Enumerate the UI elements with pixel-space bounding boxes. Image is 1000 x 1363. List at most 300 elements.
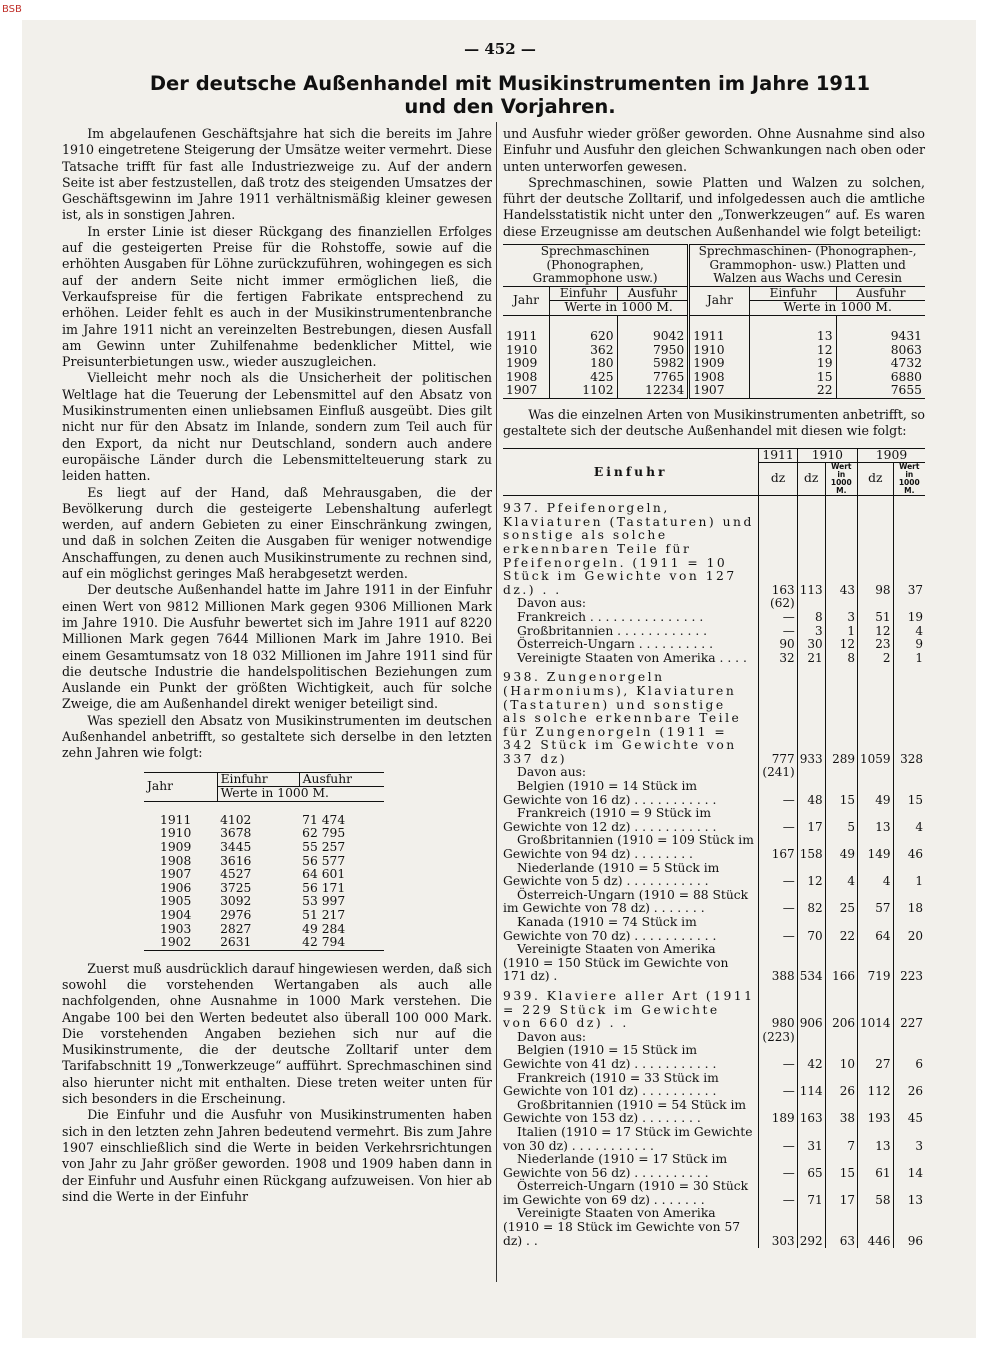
value-cell: 1014 xyxy=(858,984,894,1031)
row-label: Österreich-Ungarn (1910 = 88 Stück im Gewichte von 78 dz) . . . . . . . xyxy=(503,887,749,916)
paragraph: Was die einzelnen Arten von Musikinstrumenten anbetrifft, so gestaltete sich der deutsche Außenhandel mit diesen wie folgt: xyxy=(503,407,925,439)
value-cell: 8063 xyxy=(890,342,922,357)
year-cell: 1911 xyxy=(689,316,750,344)
value-cell: 719 xyxy=(858,943,894,984)
table-row xyxy=(503,344,925,358)
table-row xyxy=(144,855,384,869)
value-cell: 328 xyxy=(893,665,925,766)
tariff-heading xyxy=(503,496,759,598)
table-row xyxy=(503,611,925,625)
value-cell: 71 xyxy=(797,1180,825,1207)
value-cell: 227 xyxy=(893,984,925,1031)
value-cell: 15 xyxy=(825,1153,857,1180)
country-cell xyxy=(503,652,759,666)
row-label: Vereinigte Staaten von Amerika . . . . xyxy=(517,650,747,665)
value-cell: 2 xyxy=(858,652,894,666)
country-cell xyxy=(503,1153,759,1180)
value-cell: 17 xyxy=(797,807,825,834)
year-cell: 1902 xyxy=(144,936,217,950)
value-cell xyxy=(858,597,894,611)
year-cell: 1908 xyxy=(689,371,750,385)
sm-header-ausfuhr-2: Ausfuhr xyxy=(836,286,925,301)
library-stamp: BSB xyxy=(2,4,22,15)
value-cell: 8 xyxy=(797,611,825,625)
value-cell: 446 xyxy=(858,1207,894,1248)
table-row xyxy=(503,597,925,611)
value-cell: 10 xyxy=(825,1044,857,1071)
paragraph: und Ausfuhr wieder größer geworden. Ohne Ausnahme sind also Einfuhr und Ausfuhr den gleichen Schwankungen nach oben oder unten unterworfen gewesen. xyxy=(503,126,925,174)
year-cell: 1910 xyxy=(503,344,550,358)
einfuhr-cell: 3616 xyxy=(220,853,252,868)
value-cell: 163 xyxy=(759,496,797,598)
country-cell xyxy=(503,1099,759,1126)
value-cell: 166 xyxy=(825,943,857,984)
ausfuhr-cell: 71 474 xyxy=(302,812,346,827)
country-cell xyxy=(503,780,759,807)
country-cell xyxy=(503,1031,759,1045)
table-row xyxy=(503,943,925,984)
col-header-jahr: Jahr xyxy=(144,772,217,801)
row-label: Italien (1910 = 17 Stück im Gewichte von 30 dz) . . . . . . . . . . . xyxy=(503,1124,753,1153)
row-label: Davon aus: xyxy=(517,765,587,780)
row-label: Niederlande (1910 = 17 Stück im Gewichte von 56 dz) . . . . . . . . . . xyxy=(503,1152,728,1180)
value-cell: 425 xyxy=(550,371,618,385)
table-row xyxy=(144,923,384,937)
table-row xyxy=(503,371,925,385)
year-cell: 1904 xyxy=(160,907,192,922)
value-cell xyxy=(797,1031,825,1045)
paragraph: Was speziell den Absatz von Musikinstrumenten im deutschen Außenhandel anbetrifft, so gestaltete sich derselbe in den letzten zehn Jahren wie folgt: xyxy=(62,712,492,761)
table-row xyxy=(144,827,384,841)
table-row xyxy=(144,801,384,827)
table-row xyxy=(503,807,925,834)
sm-header-werte: Werte in 1000 M. xyxy=(550,301,689,316)
ausfuhr-cell: 56 171 xyxy=(302,880,346,895)
value-cell: 14 xyxy=(893,1153,925,1180)
value-cell xyxy=(797,766,825,780)
table-row xyxy=(503,652,925,666)
value-cell xyxy=(893,766,925,780)
value-cell: 9431 xyxy=(890,329,922,344)
value-cell: — xyxy=(759,625,797,639)
country-cell xyxy=(503,1044,759,1071)
table-row xyxy=(503,889,925,916)
value-cell: 21 xyxy=(797,652,825,666)
value-cell: 167 xyxy=(759,834,797,861)
title-line-1: Der deutsche Außenhandel mit Musikinstrumenten im Jahre 1911 xyxy=(149,72,871,95)
value-cell: 113 xyxy=(797,496,825,598)
year-cell: 1907 xyxy=(689,384,750,398)
column-divider xyxy=(496,122,497,1282)
value-cell: 5982 xyxy=(617,357,689,371)
sprechmaschinen-table-body xyxy=(503,316,925,399)
row-label: Davon aus: xyxy=(517,1029,587,1044)
table-row xyxy=(144,868,384,882)
year-cell: 1908 xyxy=(160,853,192,868)
value-cell: 388 xyxy=(759,943,797,984)
table-row xyxy=(503,834,925,861)
country-cell xyxy=(503,943,759,984)
value-cell xyxy=(893,1031,925,1045)
col-header-ausfuhr: Ausfuhr xyxy=(299,772,384,787)
value-cell xyxy=(825,1031,857,1045)
table-row xyxy=(144,936,384,950)
year-cell: 1911 xyxy=(503,316,550,344)
table-row xyxy=(144,882,384,896)
table-row xyxy=(503,916,925,943)
value-cell xyxy=(825,597,857,611)
country-cell xyxy=(503,1180,759,1207)
table-row xyxy=(503,1207,925,1248)
value-cell: 12 xyxy=(797,862,825,889)
row-label: Belgien (1910 = 14 Stück im Gewichte von 16 dz) . . . . . . . . . . . xyxy=(503,779,717,807)
value-cell: 22 xyxy=(825,916,857,943)
value-cell: 933 xyxy=(797,665,825,766)
value-cell: 46 xyxy=(893,834,925,861)
country-cell xyxy=(503,862,759,889)
value-cell: 1 xyxy=(893,862,925,889)
value-cell: 31 xyxy=(797,1126,825,1153)
ten-year-table-body xyxy=(144,801,384,950)
tariff-heading xyxy=(503,665,759,766)
value-cell: 12234 xyxy=(617,384,689,398)
paragraph: Vielleicht mehr noch als die Unsicherheit der politischen Weltlage hat die Teuerung der Lebensmittel auf den Absatz von Musikinstrumenten einen unliebsamen Einfluß ausgeübt. Dies gilt nicht nur für den Absatz im Inlande, sondern zum Teil auch für den Export, da nicht nur Deutschland, sondern auch andere europäische Länder durch die Lebensmittelteuerung stark zu leiden hatten. xyxy=(62,370,492,484)
country-cell xyxy=(503,638,759,652)
article-title xyxy=(110,72,910,118)
row-label: Großbritannien (1910 = 54 Stück im Gewichte von 153 dz) . . . . . . . . xyxy=(503,1097,747,1126)
year-cell: 1906 xyxy=(160,880,192,895)
right-column xyxy=(503,126,925,1248)
table-row xyxy=(503,984,925,1031)
sm-header-jahr-2: Jahr xyxy=(689,286,750,315)
value-cell: 292 xyxy=(797,1207,825,1248)
value-cell: 303 xyxy=(759,1207,797,1248)
value-cell: 8 xyxy=(825,652,857,666)
value-cell: — xyxy=(759,1126,797,1153)
value-cell: 193 xyxy=(858,1099,894,1126)
einfuhr-cell: 3678 xyxy=(220,826,252,841)
value-cell: 48 xyxy=(797,780,825,807)
year-cell: 1911 xyxy=(160,812,192,827)
value-cell: — xyxy=(759,1180,797,1207)
value-cell: 26 xyxy=(825,1072,857,1099)
value-cell: 25 xyxy=(825,889,857,916)
paragraph: Der deutsche Außenhandel hatte im Jahre 1911 in der Einfuhr einen Wert von 9812 Millionen Mark gegen 9306 Millionen Mark im Jahre 1910. Die Ausfuhr bewertet sich im Jahre 1911 auf 8220 Millionen Mark gegen 7644 Millionen Mark im Jahre 1910. Bei einem Gesamtumsatz von 18 032 Millionen im Jahre 1911 sind für die deutsche Industrie die handelspolitischen Beziehungen zum Auslande ein Punkt der größten Wichtigkeit, auch für solche Zweige, die am Außenhandel direkt weniger beteiligt sind. xyxy=(62,582,492,712)
value-cell: — xyxy=(759,780,797,807)
value-cell xyxy=(858,766,894,780)
value-cell xyxy=(893,597,925,611)
table-row xyxy=(503,496,925,598)
title-line-2: und den Vorjahren. xyxy=(404,95,616,118)
value-cell: 58 xyxy=(858,1180,894,1207)
year-cell: 1907 xyxy=(160,867,192,882)
sm-header-einfuhr: Einfuhr xyxy=(550,286,618,301)
value-cell: 1059 xyxy=(858,665,894,766)
einfuhr-cell: 3725 xyxy=(220,880,252,895)
row-label: Österreich-Ungarn . . . . . . . . . . xyxy=(517,637,713,652)
table-row xyxy=(503,1031,925,1045)
value-cell: 18 xyxy=(893,889,925,916)
einfuhr-table-body xyxy=(503,496,925,1249)
ausfuhr-cell: 55 257 xyxy=(302,839,346,854)
row-label: 939. Klaviere aller Art (1911 = 229 Stück im Gewichte von 660 dz) . . xyxy=(503,988,755,1031)
value-cell: 158 xyxy=(797,834,825,861)
country-cell xyxy=(503,766,759,780)
left-column xyxy=(62,126,492,1205)
einfuhr-cell: 4527 xyxy=(220,867,252,882)
value-cell: 223 xyxy=(893,943,925,984)
value-cell: 9042 xyxy=(617,316,689,344)
table-row xyxy=(144,909,384,923)
einfuhr-cell: 3445 xyxy=(220,839,252,854)
row-label: Frankreich (1910 = 33 Stück im Gewichte von 101 dz) . . . . . . . . . . xyxy=(503,1070,719,1099)
value-cell xyxy=(858,1031,894,1045)
value-cell: 7765 xyxy=(617,371,689,385)
paragraph: Zuerst muß ausdrücklich darauf hingewiesen werden, daß sich sowohl die vorstehenden Wertangaben als auch alle nachfolgenden, ohne Ausnahme in 1000 Mark verstehen. Die Angabe 100 bei den Werten bedeutet also überall 100 000 Mark. Die vorstehenden Angaben beziehen sich nur auf die Musikinstrumente, die der deutsche Zolltarif unter dem Tarifabschnitt 19 „Tonwerkzeuge“ aufführt. Sprechmaschinen sind also hierunter nicht mit enthalten. Diese treten weiter unten für sich besonders in die Erscheinung. xyxy=(62,960,492,1107)
sm-header-einfuhr-2: Einfuhr xyxy=(750,286,836,301)
table-row xyxy=(503,1044,925,1071)
value-cell: 32 xyxy=(759,652,797,666)
paragraph: Im abgelaufenen Geschäftsjahre hat sich die bereits im Jahre 1910 eingetretene Steigerung der Umsätze weiter vermehrt. Diese Tatsache trifft für fast alle Industriezweige zu. Auf der andern Seite ist aber festzustellen, daß trotz des steigenden Umsatzes der Geschäftsgewinn im Jahre 1911 verhältnismäßig kleiner gewesen ist, als in sonstigen Jahren. xyxy=(62,126,492,223)
value-cell: 15 xyxy=(893,780,925,807)
country-cell xyxy=(503,611,759,625)
col-header-werte: Werte in 1000 M. xyxy=(217,787,384,802)
row-label: 937. Pfeifenorgeln, Klaviaturen (Tastaturen) und sonstige als solche erkennbaren Teile für Pfeifenorgeln. (1911 = 10 Stück im Gewichte von 127 dz.) . . xyxy=(503,501,754,597)
country-cell xyxy=(503,807,759,834)
value-cell: 114 xyxy=(797,1072,825,1099)
tariff-heading xyxy=(503,984,759,1031)
value-cell: 4 xyxy=(893,807,925,834)
value-cell: 1 xyxy=(893,652,925,666)
value-cell: 15 xyxy=(750,371,836,385)
value-cell: 20 xyxy=(893,916,925,943)
value-cell: 7950 xyxy=(617,344,689,358)
value-cell xyxy=(825,766,857,780)
value-cell: 65 xyxy=(797,1153,825,1180)
country-cell xyxy=(503,597,759,611)
value-cell: 12 xyxy=(825,638,857,652)
value-cell: 3 xyxy=(797,625,825,639)
value-cell: — xyxy=(759,916,797,943)
ausfuhr-cell: 42 794 xyxy=(299,936,384,950)
sm-header-werte-2: Werte in 1000 M. xyxy=(750,301,925,316)
value-cell: 4 xyxy=(825,862,857,889)
value-cell: — xyxy=(759,807,797,834)
paragraph: Es liegt auf der Hand, daß Mehrausgaben, die der Bevölkerung durch die gesteigerte Lebenshaltung auferlegt werden, auf andern Gebieten zu einer Einschränkung zwingen, und daß in solchen Zeiten die Ausgaben für weniger notwendige Anschaffungen, zu denen auch Musikinstrumente zu rechnen sind, auf ein möglichst geringes Maß herabgesetzt werden. xyxy=(62,484,492,582)
sm-right-title: Sprechmaschinen- (Phonographen-, Grammophon- usw.) Platten und Walzen aus Wachs und Ceresin xyxy=(689,245,925,287)
value-cell: 12 xyxy=(750,344,836,358)
value-cell: 51 xyxy=(858,611,894,625)
value-cell: 4732 xyxy=(890,356,922,371)
value-cell: 180 xyxy=(550,357,618,371)
value-cell: 289 xyxy=(825,665,857,766)
ef-header-wert: Wert in 1000 M. xyxy=(825,463,857,496)
year-cell: 1909 xyxy=(503,357,550,371)
value-cell: 906 xyxy=(797,984,825,1031)
page-number: — 452 — xyxy=(464,40,536,58)
value-cell: 5 xyxy=(825,807,857,834)
paragraph: Die Einfuhr und die Ausfuhr von Musikinstrumenten haben sich in den letzten zehn Jahren bedeutend vermehrt. Bis zum Jahre 1907 einschließlich sind die Werte in beiden Verkehrsrichtungen von Jahr zu Jahr größer geworden. 1908 und 1909 haben dann in der Einfuhr und Ausfuhr einen Rückgang aufzuweisen. Von hier ab sind die Werte in der Einfuhr xyxy=(62,1107,492,1204)
value-cell: 149 xyxy=(858,834,894,861)
ef-header-1909: 1909 xyxy=(858,448,925,463)
table-row xyxy=(503,1099,925,1126)
table-row xyxy=(144,841,384,855)
row-label: Österreich-Ungarn (1910 = 30 Stück im Gewichte von 69 dz) . . . . . . . xyxy=(503,1179,749,1207)
ten-year-table xyxy=(144,772,384,951)
value-cell: 980 xyxy=(759,984,797,1031)
value-cell: — xyxy=(759,1072,797,1099)
value-cell: 82 xyxy=(797,889,825,916)
value-cell: — xyxy=(759,611,797,625)
ausfuhr-cell: 56 577 xyxy=(302,853,346,868)
value-cell: 620 xyxy=(550,316,618,344)
row-label: Belgien (1910 = 15 Stück im Gewichte von 41 dz) . . . . . . . . . . . xyxy=(503,1043,717,1071)
value-cell: 12 xyxy=(858,625,894,639)
col-header-einfuhr: Einfuhr xyxy=(217,772,299,787)
value-cell: 13 xyxy=(858,807,894,834)
ef-header-dz: dz xyxy=(858,463,894,496)
ausfuhr-cell: 49 284 xyxy=(302,921,346,936)
value-cell: 26 xyxy=(893,1072,925,1099)
row-label: Frankreich . . . . . . . . . . . . . . . xyxy=(517,609,704,624)
value-cell: 30 xyxy=(797,638,825,652)
value-cell: 9 xyxy=(893,638,925,652)
value-cell: 70 xyxy=(797,916,825,943)
year-cell: 1909 xyxy=(689,357,750,371)
value-cell: 534 xyxy=(797,943,825,984)
table-row xyxy=(503,1072,925,1099)
table-row xyxy=(503,384,925,398)
einfuhr-cell: 4102 xyxy=(220,812,252,827)
table-row xyxy=(503,862,925,889)
ef-header-wert: Wert in 1000 M. xyxy=(893,463,925,496)
year-cell: 1905 xyxy=(160,894,192,909)
einfuhr-table xyxy=(503,448,925,1249)
value-cell: (223) xyxy=(759,1031,797,1045)
einfuhr-cell: 2631 xyxy=(217,936,299,950)
year-cell: 1903 xyxy=(160,921,192,936)
ef-header-1911: 1911 xyxy=(759,448,797,463)
ef-header-einfuhr: Einfuhr xyxy=(503,448,759,496)
sprechmaschinen-table xyxy=(503,244,925,399)
row-label: Frankreich (1910 = 9 Stück im Gewichte von 12 dz) . . . . . . . . . . . xyxy=(503,806,717,834)
row-label: Kanada (1910 = 74 Stück im Gewichte von 70 dz) . . . . . . . . . . . xyxy=(503,915,717,943)
table-row xyxy=(503,1180,925,1207)
einfuhr-cell: 3092 xyxy=(220,894,252,909)
value-cell: — xyxy=(759,1153,797,1180)
value-cell: 22 xyxy=(750,384,836,398)
table-row xyxy=(503,780,925,807)
value-cell: 42 xyxy=(797,1044,825,1071)
ef-header-1910: 1910 xyxy=(797,448,857,463)
ef-header-dz: dz xyxy=(759,463,797,496)
value-cell: 19 xyxy=(893,611,925,625)
value-cell: 19 xyxy=(750,357,836,371)
einfuhr-cell: 2976 xyxy=(220,907,252,922)
value-cell: 3 xyxy=(893,1126,925,1153)
row-label: Großbritannien . . . . . . . . . . . . xyxy=(517,623,708,638)
value-cell: 13 xyxy=(750,316,836,344)
value-cell: 206 xyxy=(825,984,857,1031)
value-cell: — xyxy=(759,889,797,916)
row-label: Vereinigte Staaten von Amerika (1910 = 18 Stück im Gewichte von 57 dz) . . xyxy=(503,1206,741,1248)
value-cell: 23 xyxy=(858,638,894,652)
value-cell: 1 xyxy=(825,625,857,639)
paragraph: In erster Linie ist dieser Rückgang des finanziellen Erfolges auf die gesteigerten Preise für die Rohstoffe, sowie auf die erhöhten Ausgaben für Löhne zurückzuführen, wohingegen es sich auf der andern Seite nicht immer ermöglichen ließ, die Verkaufspreise für die fertigen Fabrikate entsprechend zu erhöhen. Leider fehlt es auch in der Musikinstrumentenbranche im Jahre 1911 nicht an vereinzelten Bestrebungen, diesen Ausfall am Gewinn unter Zuhilfenahme bedenklicher Mittel, wie Preisunterbietungen usw., wieder auszugleichen. xyxy=(62,223,492,370)
sm-header-jahr: Jahr xyxy=(503,286,550,315)
country-cell xyxy=(503,1072,759,1099)
value-cell: 15 xyxy=(825,780,857,807)
value-cell: (62) xyxy=(759,597,797,611)
value-cell: 96 xyxy=(893,1207,925,1248)
value-cell: 38 xyxy=(825,1099,857,1126)
ef-header-dz: dz xyxy=(797,463,825,496)
value-cell: 7 xyxy=(825,1126,857,1153)
ausfuhr-cell: 62 795 xyxy=(302,826,346,841)
year-cell: 1907 xyxy=(503,384,550,398)
country-cell xyxy=(503,1207,759,1248)
ausfuhr-cell: 53 997 xyxy=(302,894,346,909)
value-cell: 4 xyxy=(858,862,894,889)
value-cell: 163 xyxy=(797,1099,825,1126)
country-cell xyxy=(503,1126,759,1153)
table-row xyxy=(503,316,925,344)
value-cell: 13 xyxy=(858,1126,894,1153)
country-cell xyxy=(503,916,759,943)
value-cell: 45 xyxy=(893,1099,925,1126)
value-cell: 6 xyxy=(893,1044,925,1071)
value-cell: 49 xyxy=(825,834,857,861)
value-cell: — xyxy=(759,1044,797,1071)
table-row xyxy=(503,1153,925,1180)
value-cell: 17 xyxy=(825,1180,857,1207)
value-cell: 6880 xyxy=(890,369,922,384)
value-cell: 112 xyxy=(858,1072,894,1099)
country-cell xyxy=(503,834,759,861)
paragraph: Sprechmaschinen, sowie Platten und Walzen zu solchen, führt der deutsche Zolltarif, und infolgedessen auch die amtliche Handelsstatistik nicht unter den „Tonwerkzeugen“ auf. Es waren diese Erzeugnisse am deutschen Außenhandel wie folgt beteiligt: xyxy=(503,174,925,239)
row-label: 938. Zungenorgeln (Harmoniums), Klaviaturen (Tastaturen) und sonstige als solche erkennbare Teile für Zungenorgeln (1911 = 342 Stück im Gewichte von 337 dz) xyxy=(503,670,742,766)
value-cell: 7655 xyxy=(836,384,925,398)
value-cell: 43 xyxy=(825,496,857,598)
value-cell: 3 xyxy=(825,611,857,625)
value-cell: 189 xyxy=(759,1099,797,1126)
value-cell: 13 xyxy=(893,1180,925,1207)
ausfuhr-cell: 51 217 xyxy=(302,907,346,922)
year-cell: 1910 xyxy=(689,344,750,358)
value-cell: 37 xyxy=(893,496,925,598)
table-row xyxy=(503,665,925,766)
value-cell: 49 xyxy=(858,780,894,807)
value-cell: — xyxy=(759,862,797,889)
table-row xyxy=(503,638,925,652)
value-cell: (241) xyxy=(759,766,797,780)
value-cell: 57 xyxy=(858,889,894,916)
row-label: Davon aus: xyxy=(517,596,587,611)
sm-left-title: Sprechmaschinen (Phonographen, Grammophone usw.) xyxy=(503,245,689,287)
value-cell: 362 xyxy=(550,344,618,358)
einfuhr-cell: 2827 xyxy=(220,921,252,936)
row-label: Niederlande (1910 = 5 Stück im Gewichte von 5 dz) . . . . . . . . . . . xyxy=(503,860,720,889)
row-label: Vereinigte Staaten von Amerika (1910 = 150 Stück im Gewichte von 171 dz) . xyxy=(503,942,729,984)
value-cell: 90 xyxy=(759,638,797,652)
value-cell: 777 xyxy=(759,665,797,766)
value-cell: 27 xyxy=(858,1044,894,1071)
year-cell: 1908 xyxy=(503,371,550,385)
value-cell: 4 xyxy=(893,625,925,639)
table-row xyxy=(503,357,925,371)
table-row xyxy=(503,1126,925,1153)
row-label: Großbritannien (1910 = 109 Stück im Gewichte von 94 dz) . . . . . . . . xyxy=(503,833,754,862)
